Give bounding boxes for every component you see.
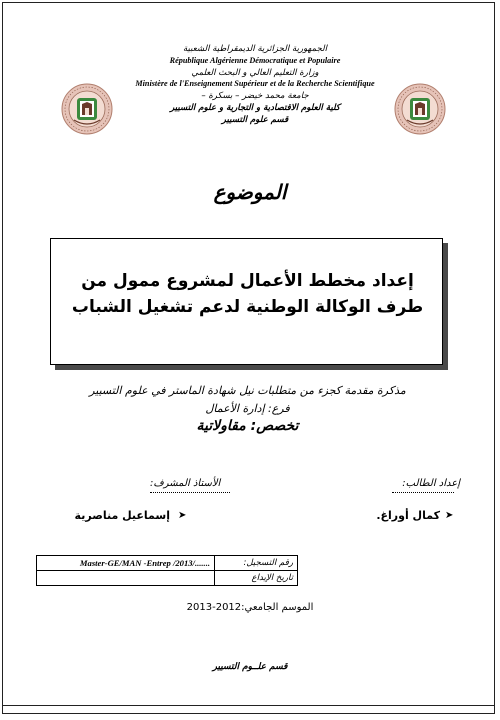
- deposit-date: [37, 571, 215, 586]
- thesis-title: إعداد مخطط الأعمال لمشروع ممول من طرف الوكالة الوطنية لدعم تشغيل الشباب: [71, 271, 424, 317]
- ministry-french: Ministère de l'Enseignement Supérieur et de la Recherche Scientifique: [135, 79, 375, 88]
- footer-department: قسم علــوم التسيير: [212, 662, 288, 672]
- registration-row: [37, 556, 298, 571]
- university-crest-icon: [393, 82, 447, 136]
- bullet-arrow-icon: ➤: [445, 510, 454, 521]
- footer-rule: [2, 705, 495, 706]
- student-name: كمال أوراغ.: [376, 509, 440, 522]
- memo-requirement: مذكرة مقدمة كجزء من متطلبات نيل شهادة الماستر في علوم التسيير: [89, 384, 406, 397]
- department-arabic: قسم علوم التسيير: [221, 115, 289, 125]
- republic-french: République Algérienne Démocratique et Populaire: [169, 56, 341, 65]
- university-crest-icon: [60, 82, 114, 136]
- subject-heading: الموضوع: [213, 180, 287, 204]
- memo-specialty: تخصص: مقاولاتية: [196, 418, 299, 434]
- registration-row: [37, 571, 298, 586]
- supervisor-label: الأستاذ المشرف:: [150, 478, 221, 489]
- registration-table: [36, 555, 298, 586]
- academic-year: الموسم الجامعي:2012-2013: [186, 602, 314, 613]
- university-arabic: جامعة محمد خيضر – بسكرة –: [201, 91, 309, 101]
- ministry-arabic: وزارة التعليم العالي و البحث العلمي: [191, 68, 319, 78]
- student-label-underline: [392, 492, 454, 493]
- supervisor-label-underline: [150, 492, 230, 493]
- registration-number-label: رقم التسجيل:: [215, 556, 298, 571]
- faculty-arabic: كلية العلوم الاقتصادية و التجارية و علوم التسيير: [170, 103, 340, 113]
- student-label: إعداد الطالب:: [402, 478, 460, 489]
- registration-number: Master-GE/MAN -Entrep /2013/.......: [37, 556, 215, 571]
- republic-arabic: الجمهورية الجزائرية الديمقراطية الشعبية: [182, 44, 328, 54]
- deposit-date-label: تاريخ الإيداع: [215, 571, 298, 586]
- supervisor-name: إسماعيل مناصرية: [74, 509, 170, 522]
- bullet-arrow-icon: ➤: [178, 510, 187, 521]
- memo-branch: فرع: إدارة الأعمال: [205, 402, 290, 415]
